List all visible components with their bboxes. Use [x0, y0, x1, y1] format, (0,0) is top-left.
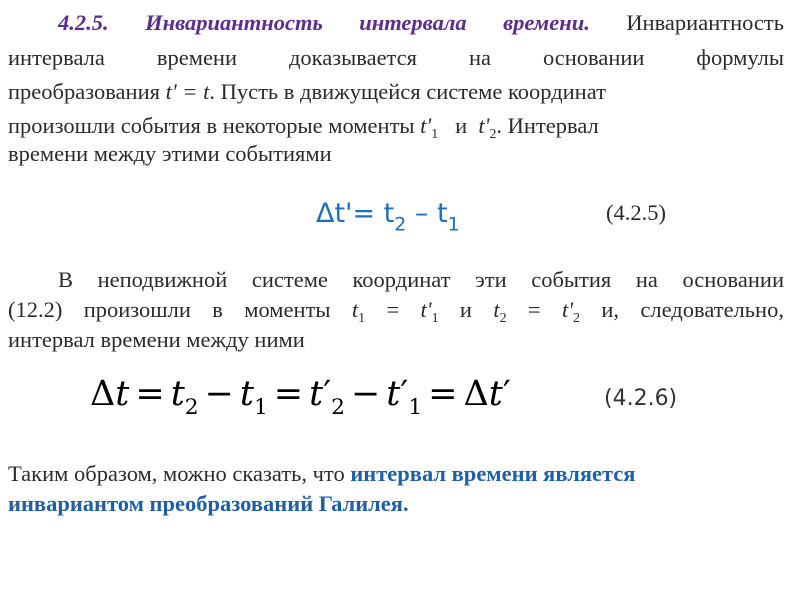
word: формулы: [696, 45, 785, 70]
equation-4-2-6: $\Delta t = t_2 - t_1 = t'_2 - t'_1 = \Delta t'$: [90, 374, 511, 421]
para1-line2: [8, 42, 784, 74]
text: и: [438, 297, 494, 322]
text: (12.2) произошли в моменты: [8, 297, 352, 322]
subscript: 1: [431, 310, 439, 326]
word: интервала: [8, 45, 105, 70]
subscript: 1: [358, 310, 366, 326]
subscript: 2: [499, 310, 507, 326]
word: доказывается: [288, 45, 417, 70]
t-prime: t': [420, 113, 432, 138]
subscript: 1: [431, 126, 439, 142]
t-prime: t': [420, 297, 432, 322]
highlight-text: интервал времени является: [350, 461, 636, 486]
subscript: 1: [447, 213, 460, 236]
text: Таким образом, можно сказать, что: [8, 461, 351, 486]
text: =: [506, 297, 562, 322]
section-heading: 4.2.5. Инвариантность интервала времени.: [58, 10, 590, 35]
subscript: 2: [573, 310, 581, 326]
para1-line3: [8, 76, 784, 108]
equation-number-4-2-5: (4.2.5): [606, 200, 666, 225]
para3-line1: [8, 458, 784, 490]
t: t: [351, 297, 359, 322]
equation-number-4-2-6: (4.2.6): [604, 386, 678, 411]
text: . Интервал: [496, 113, 599, 138]
text: и: [455, 113, 468, 138]
eq-part: – t: [406, 198, 448, 229]
subscript: 2: [394, 213, 407, 236]
subscript: 2: [489, 126, 497, 142]
para1-line5: времени между этими событиями: [8, 141, 332, 166]
para3-line2: [8, 488, 784, 520]
eq-part: Δt'= t: [316, 198, 395, 229]
word: времени: [156, 45, 238, 70]
t-prime: t': [478, 113, 490, 138]
equation-4-2-5: [316, 198, 460, 236]
para2-line3: интервал времени между ними: [8, 327, 305, 352]
t: t: [493, 297, 500, 322]
para2-line1: В неподвижной системе координат эти события на основании: [58, 267, 784, 292]
word: основании: [542, 45, 645, 70]
highlight-text: инвариантом преобразований Галилея.: [8, 491, 409, 516]
text: . Пусть в движущейся системе координат: [209, 79, 606, 104]
text: преобразования: [8, 79, 166, 104]
para1-text: Инвариантность: [626, 10, 784, 35]
text: произошли события в некоторые моменты: [8, 113, 421, 138]
t-prime: t': [561, 297, 574, 322]
inline-formula: t' = t: [165, 79, 210, 104]
text: =: [365, 297, 421, 322]
para2-line2: [8, 294, 784, 326]
word: на: [468, 45, 491, 70]
para1-line1: [58, 7, 784, 39]
text: и, следовательно,: [601, 297, 784, 322]
